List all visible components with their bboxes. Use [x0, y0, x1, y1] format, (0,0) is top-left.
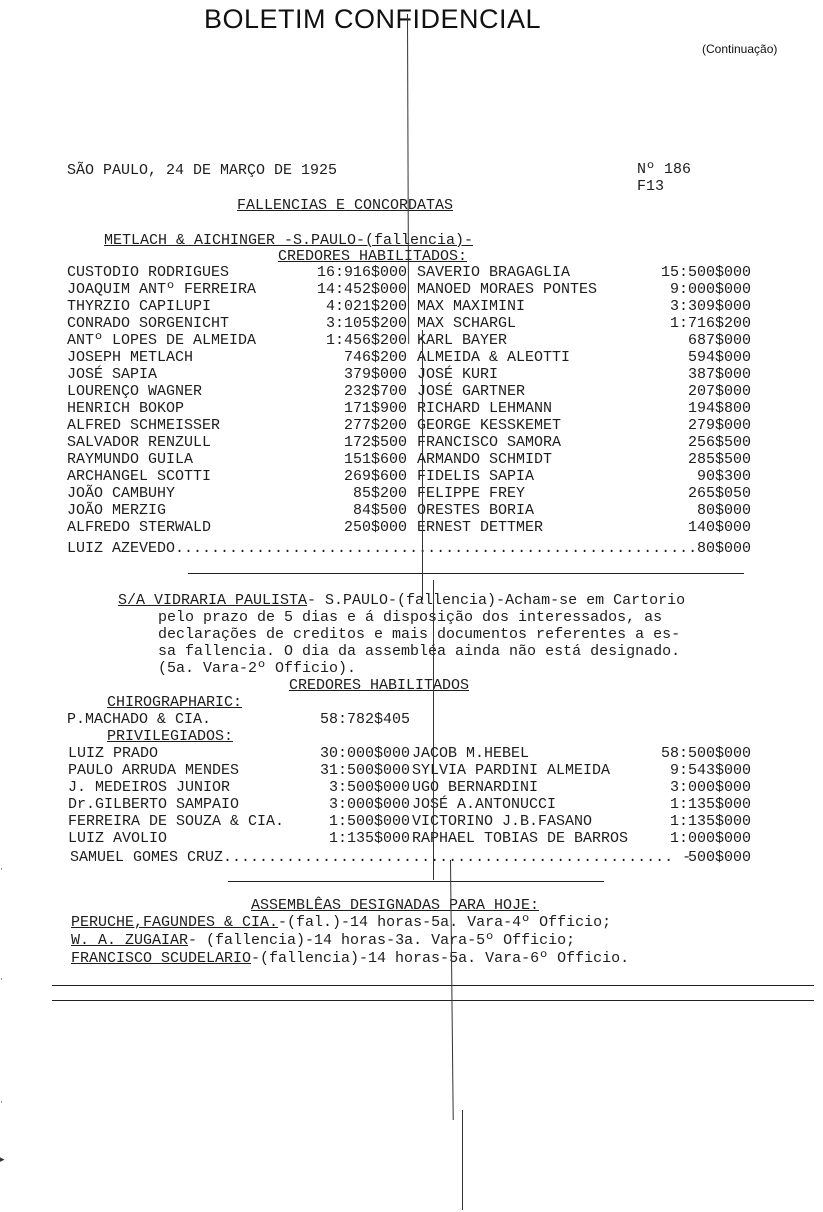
creditor-amount: 171$900 — [343, 400, 407, 417]
creditor-name: RICHARD LEHMANN — [417, 400, 553, 417]
creditor-amount: 3:309$000 — [669, 298, 751, 315]
creditor-name: FIDELIS SAPIA — [417, 468, 535, 485]
creditor-name: MAX MAXIMINI — [417, 298, 526, 315]
creditor-name: JOAQUIM ANTº FERREIRA — [67, 281, 257, 298]
creditor-amount: 3:000$000 — [669, 779, 751, 796]
creditor-amount: 80$000 — [696, 502, 751, 519]
creditor-amount: 269$600 — [343, 468, 407, 485]
assembly-details: - (fallencia)-14 horas-3a. Vara-5º Officio; — [188, 932, 576, 949]
creditor-name: FRANCISCO SAMORA — [417, 434, 562, 451]
creditor-name: MAX SCHARGL — [417, 315, 517, 332]
creditor-amount: 279$000 — [687, 417, 751, 434]
table-row — [0, 281, 823, 298]
table-row — [0, 519, 823, 536]
creditor-amount: 3:105$200 — [325, 315, 407, 332]
fold-line — [433, 580, 434, 880]
divider-rule — [228, 881, 604, 882]
creditor-name: ARMANDO SCHMIDT — [417, 451, 553, 468]
table-row — [0, 400, 823, 417]
creditor-amount: 58:500$000 — [660, 745, 751, 762]
case2-first-line — [118, 592, 685, 609]
assembly-details: -(fal.)-14 horas-5a. Vara-4º Officio; — [278, 914, 612, 931]
creditor-amount: 3:000$000 — [328, 796, 410, 813]
creditor-amount: 1:135$000 — [669, 813, 751, 830]
creditor-amount: 265$050 — [687, 485, 751, 502]
case2-last-row-name: SAMUEL GOMES CRUZ.................................................. - — [70, 849, 692, 866]
continuation-note: (Continuação) — [702, 42, 778, 56]
creditor-name: JOÃO MERZIG — [67, 502, 167, 519]
creditor-amount: 687$000 — [687, 332, 751, 349]
creditor-name: ERNEST DETTMER — [417, 519, 544, 536]
case2-text-line: declarações de creditos e mais documentos referentes a es- — [158, 626, 681, 643]
case2-creditors-table — [0, 745, 823, 847]
creditor-name: SAVERIO BRAGAGLIA — [417, 264, 571, 281]
creditor-name: LUIZ PRADO — [68, 745, 159, 762]
creditor-name: RAPHAEL TOBIAS DE BARROS — [412, 830, 629, 847]
table-row — [0, 264, 823, 281]
table-row — [0, 502, 823, 519]
creditor-name: ARCHANGEL SCOTTI — [67, 468, 212, 485]
creditor-amount: 85$200 — [352, 485, 407, 502]
table-row — [0, 796, 823, 813]
creditor-amount: 1:135$000 — [669, 796, 751, 813]
section-title: FALLENCIAS E CONCORDATAS — [237, 197, 454, 214]
creditor-amount: 14:452$000 — [316, 281, 407, 298]
chirographaric-name: P.MACHADO & CIA. — [67, 711, 212, 728]
assembly-item — [71, 950, 629, 967]
case1-subheading: CREDORES HABILITADOS: — [278, 248, 468, 265]
creditor-name: RAYMUNDO GUILA — [67, 451, 194, 468]
table-row — [0, 745, 823, 762]
creditor-name: UGO BERNARDINI — [412, 779, 539, 796]
bulletin-number: Nº 186 — [637, 161, 692, 178]
creditor-amount: 207$000 — [687, 383, 751, 400]
assembly-item — [71, 932, 575, 949]
case1-heading: METLACH & AICHINGER -S.PAULO-(fallencia)- — [104, 232, 474, 249]
creditor-amount: 746$200 — [343, 349, 407, 366]
creditor-name: FELIPPE FREY — [417, 485, 526, 502]
creditor-name: MANOED MORAES PONTES — [417, 281, 598, 298]
table-row — [0, 762, 823, 779]
creditor-name: SYLVIA PARDINI ALMEIDA — [412, 762, 611, 779]
creditor-name: FERREIRA DE SOUZA & CIA. — [68, 813, 285, 830]
creditor-name: SALVADOR RENZULL — [67, 434, 212, 451]
assembly-name: W. A. ZUGAIAR — [71, 932, 189, 949]
assemblies-heading: ASSEMBLÊAS DESIGNADAS PARA HOJE: — [251, 897, 540, 914]
creditor-amount: 594$000 — [687, 349, 751, 366]
table-row — [0, 298, 823, 315]
creditor-amount: 256$500 — [687, 434, 751, 451]
fold-line — [407, 14, 409, 344]
table-row — [0, 349, 823, 366]
creditor-amount: 379$000 — [343, 366, 407, 383]
creditor-amount: 9:000$000 — [669, 281, 751, 298]
creditor-amount: 3:500$000 — [328, 779, 410, 796]
sheet-number: F13 — [637, 178, 665, 195]
creditor-name: ALFRED SCHMEISSER — [67, 417, 221, 434]
creditor-amount: 232$700 — [343, 383, 407, 400]
table-row — [0, 332, 823, 349]
case2-last-row-value: 500$000 — [687, 849, 751, 866]
creditor-name: ANTº LOPES DE ALMEIDA — [67, 332, 257, 349]
creditor-name: LUIZ AVOLIO — [68, 830, 168, 847]
chirographaric-label: CHIROGRAPHARIC: — [107, 694, 243, 711]
dateline: SÃO PAULO, 24 DE MARÇO DE 1925 — [67, 162, 338, 179]
creditor-name: VICTORINO J.B.FASANO — [412, 813, 593, 830]
assembly-name: PERUCHE,FAGUNDES & CIA. — [71, 914, 279, 931]
case2-subheading: CREDORES HABILITADOS — [289, 677, 470, 694]
fold-line — [462, 1110, 463, 1210]
creditor-amount: 172$500 — [343, 434, 407, 451]
case1-last-row-name: LUIZ AZEVEDO.......................................................... — [67, 540, 698, 557]
case1-last-row-value: 80$000 — [696, 540, 751, 557]
creditor-amount: 84$500 — [352, 502, 407, 519]
creditor-name: JACOB M.HEBEL — [412, 745, 530, 762]
creditor-name: GEORGE KESSKEMET — [417, 417, 562, 434]
creditor-name: JOSÉ KURI — [417, 366, 499, 383]
creditor-amount: 285$500 — [687, 451, 751, 468]
creditor-name: CONRADO SORGENICHT — [67, 315, 230, 332]
creditor-name: JOSÉ GARTNER — [417, 383, 526, 400]
document-title: BOLETIM CONFIDENCIAL — [204, 4, 542, 34]
scan-speck: · — [0, 865, 3, 875]
table-row — [0, 468, 823, 485]
creditor-name: JOSÉ A.ANTONUCCI — [412, 796, 557, 813]
table-row — [0, 813, 823, 830]
table-row — [0, 830, 823, 847]
scan-speck: · — [0, 975, 3, 985]
creditor-amount: 30:000$000 — [319, 745, 410, 762]
creditor-amount: 1:135$000 — [328, 830, 410, 847]
creditor-amount: 1:000$000 — [669, 830, 751, 847]
creditor-amount: 194$800 — [687, 400, 751, 417]
creditor-amount: 1:500$000 — [328, 813, 410, 830]
creditor-amount: 1:716$200 — [669, 315, 751, 332]
table-row — [0, 417, 823, 434]
creditor-name: KARL BAYER — [417, 332, 508, 349]
creditor-amount: 140$000 — [687, 519, 751, 536]
case2-text-line: (5a. Vara-2º Officio). — [158, 660, 357, 677]
chirographaric-value: 58:782$405 — [319, 711, 410, 728]
creditor-name: J. MEDEIROS JUNIOR — [68, 779, 231, 796]
creditor-amount: 90$300 — [696, 468, 751, 485]
bottom-rule — [52, 985, 814, 986]
creditor-amount: 151$600 — [343, 451, 407, 468]
creditor-name: JOSÉ SAPIA — [67, 366, 158, 383]
creditor-amount: 4:021$200 — [325, 298, 407, 315]
case2-text-line: pelo prazo de 5 dias e á disposição dos interessados, as — [158, 609, 663, 626]
table-row — [0, 434, 823, 451]
table-row — [0, 451, 823, 468]
creditor-name: THYRZIO CAPILUPI — [67, 298, 212, 315]
creditor-amount: 250$000 — [343, 519, 407, 536]
creditor-amount: 387$000 — [687, 366, 751, 383]
creditor-name: JOÃO CAMBUHY — [67, 485, 176, 502]
table-row — [0, 315, 823, 332]
bottom-rule — [52, 1000, 814, 1001]
scan-speck: ▸ — [0, 1155, 5, 1165]
creditor-name: HENRICH BOKOP — [67, 400, 185, 417]
case2-text-line: - S.PAULO-(fallencia)-Acham-se em Cartorio — [307, 592, 686, 609]
creditor-name: JOSEPH METLACH — [67, 349, 194, 366]
creditor-name: CUSTODIO RODRIGUES — [67, 264, 230, 281]
creditor-amount: 16:916$000 — [316, 264, 407, 281]
creditor-name: ORESTES BORIA — [417, 502, 535, 519]
case2-text-line: sa fallencia. O dia da assembléa ainda não está designado. — [158, 643, 681, 660]
scan-speck: · — [0, 1098, 3, 1108]
divider-rule — [188, 573, 744, 574]
creditor-name: Dr.GILBERTO SAMPAIO — [68, 796, 240, 813]
assembly-name: FRANCISCO SCUDELARIO — [71, 950, 252, 967]
creditor-name: ALFREDO STERWALD — [67, 519, 212, 536]
creditor-amount: 277$200 — [343, 417, 407, 434]
fold-line — [422, 330, 423, 600]
table-row — [0, 485, 823, 502]
creditor-name: LOURENÇO WAGNER — [67, 383, 203, 400]
creditor-name: PAULO ARRUDA MENDES — [68, 762, 240, 779]
case2-heading: S/A VIDRARIA PAULISTA — [118, 592, 308, 609]
creditor-amount: 9:543$000 — [669, 762, 751, 779]
creditor-name: ALMEIDA & ALEOTTI — [417, 349, 571, 366]
creditor-amount: 15:500$000 — [660, 264, 751, 281]
assembly-details: -(fallencia)-14 horas-5a. Vara-6º Officio. — [251, 950, 630, 967]
table-row — [0, 383, 823, 400]
creditor-amount: 1:456$200 — [325, 332, 407, 349]
assembly-item — [71, 914, 611, 931]
table-row — [0, 779, 823, 796]
privilegiados-label: PRIVILEGIADOS: — [107, 728, 234, 745]
creditor-amount: 31:500$000 — [319, 762, 410, 779]
table-row — [0, 366, 823, 383]
case1-creditors-table — [0, 264, 823, 536]
